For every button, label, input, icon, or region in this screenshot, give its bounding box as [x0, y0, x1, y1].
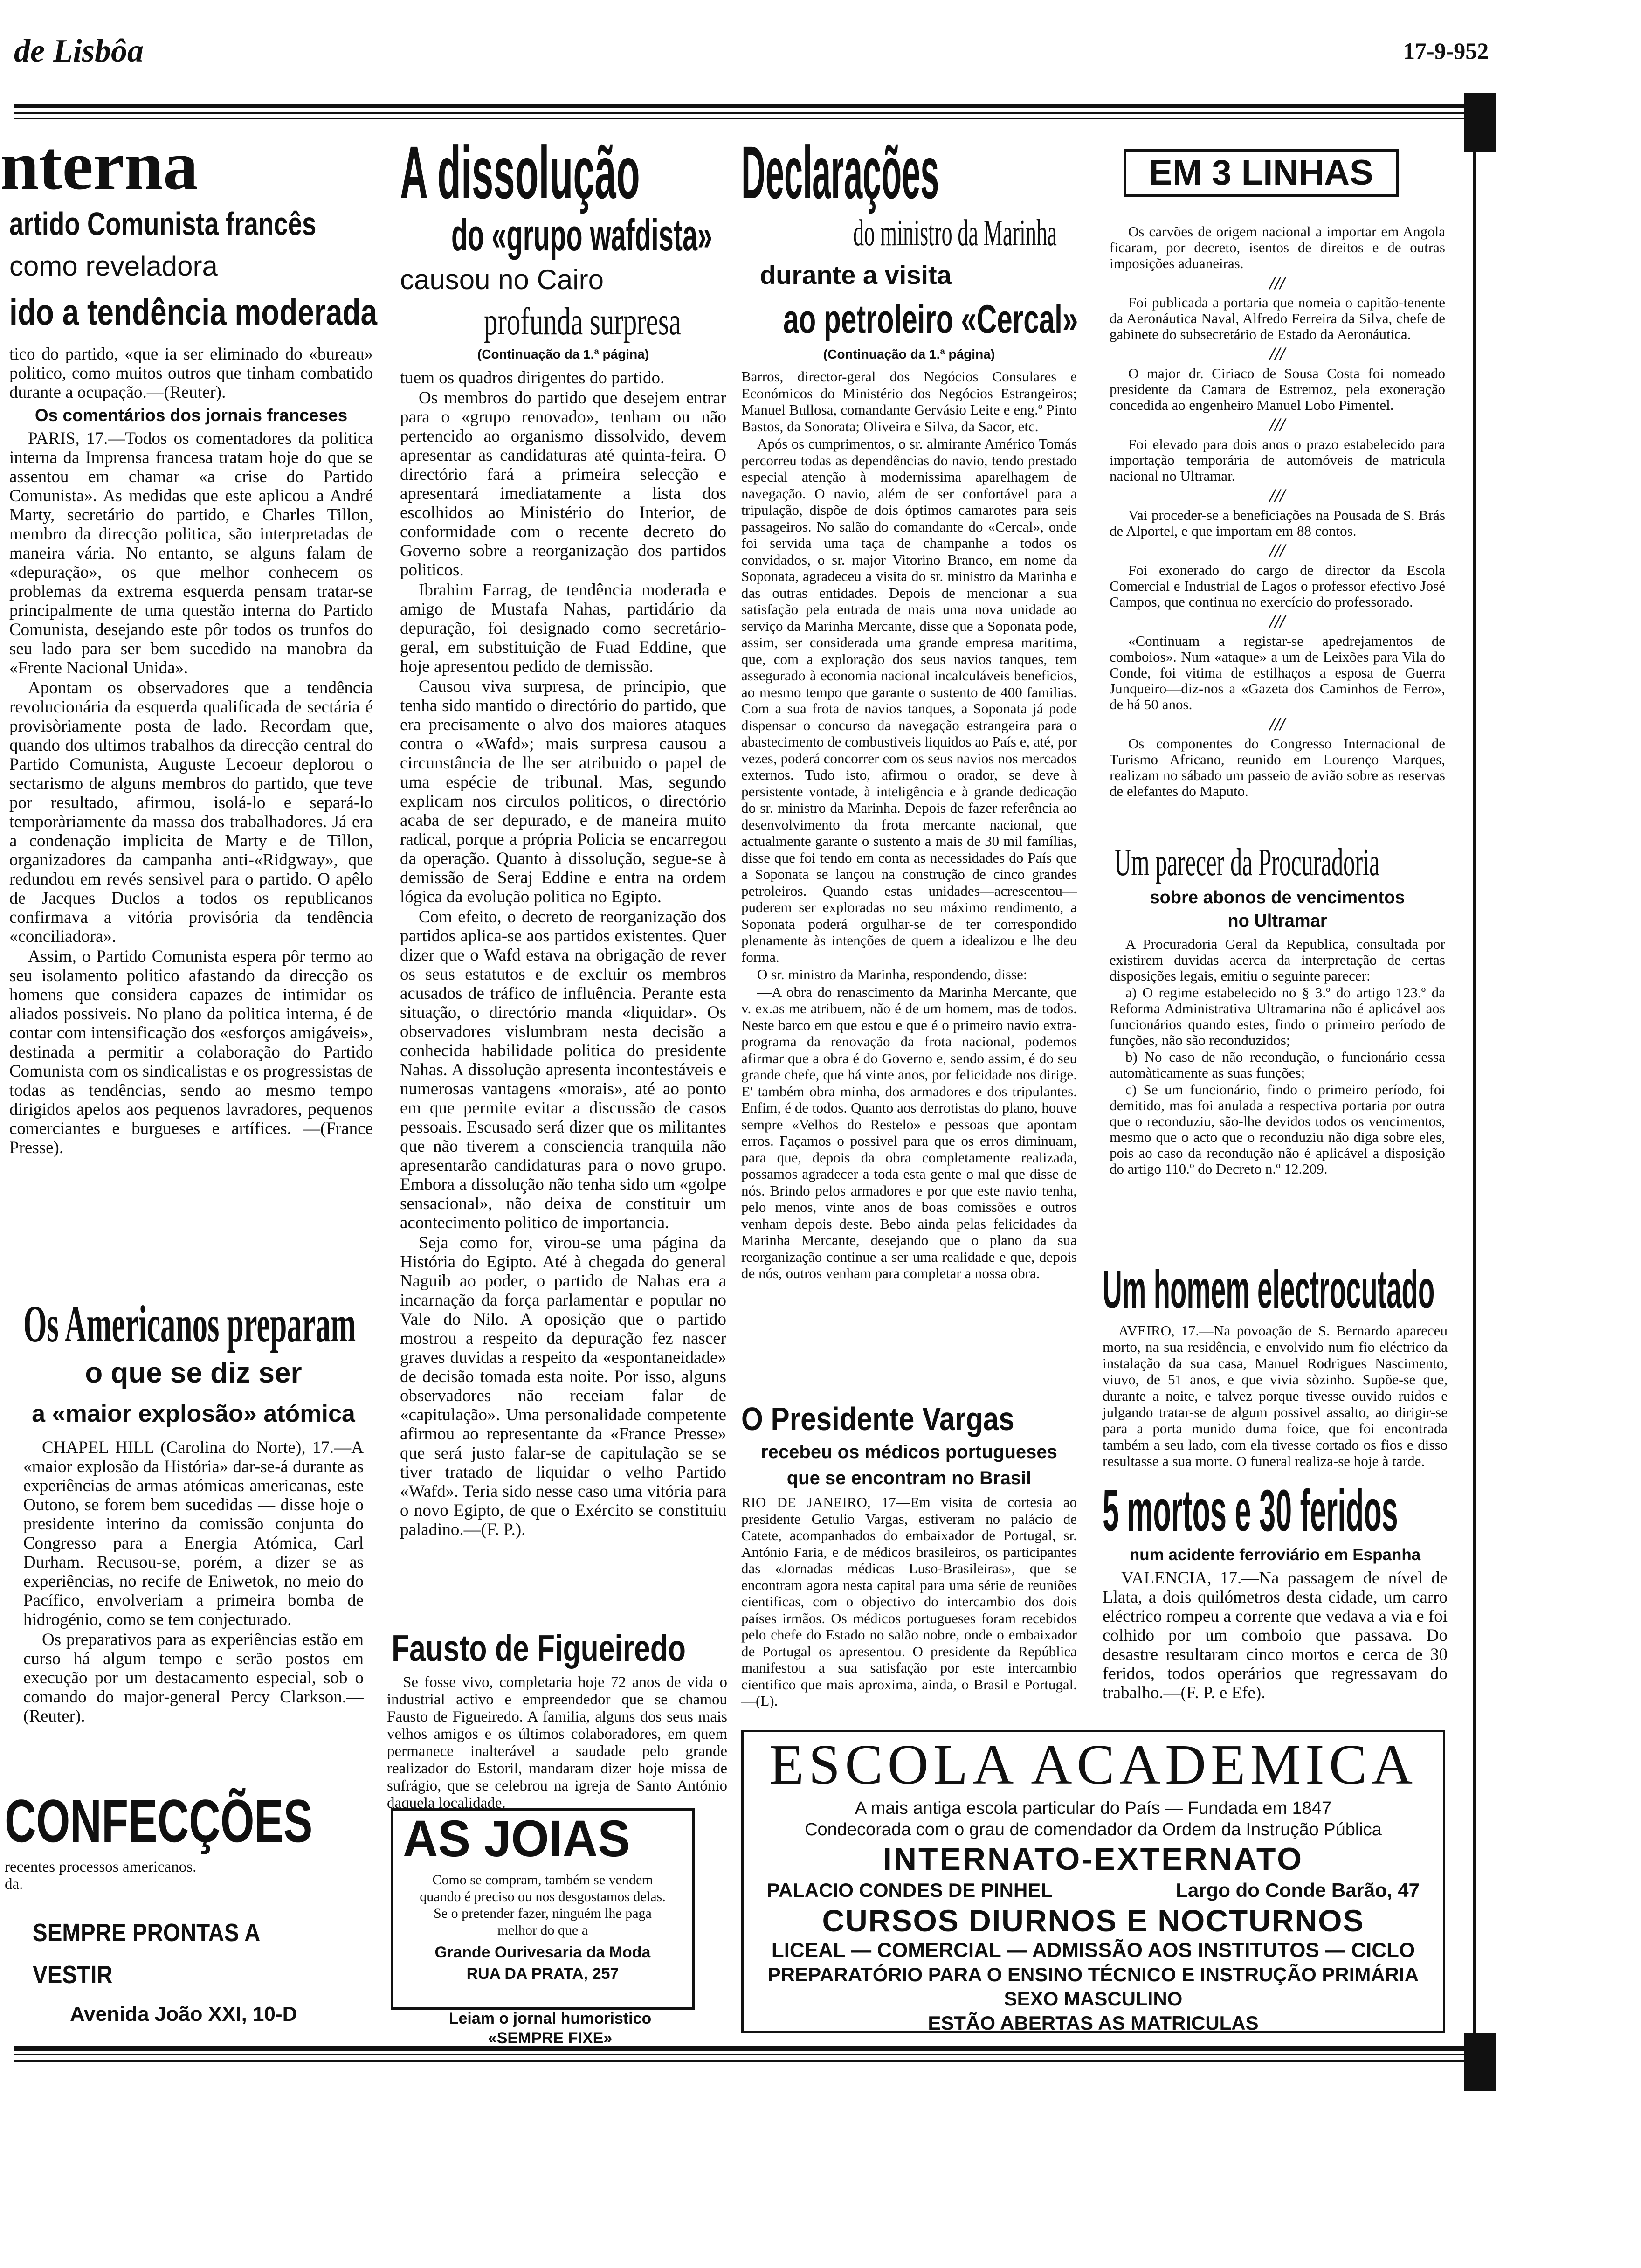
paragraph: Assim, o Partido Comunista espera pôr termo ao seu isolamento politico afastando da direcção os homens que considera capazes de intimidar os aliados possiveis. No plano da politica interna, é de contar com intensificação dos «esforços amigáveis», destinada a permitir a colaboração do Partido Comunista com os sindicalistas e os progressistas de todas as tendências, sendo ao mesmo tempo dirigidos apelos aos pequenos lavradores, pequenos comerciantes e burgueses e artífices. —(France Presse). [9, 947, 373, 1157]
column-2 [400, 131, 726, 1540]
separator: /// [1269, 272, 1285, 293]
paragraph: tico do partido, «que ia ser eliminado do «bureau» politico, como muitos outros que tinham combatido durante a ocupação.—(Reuter). [9, 345, 373, 402]
ad-as-joias [391, 1808, 695, 2010]
paragraph: Os membros do partido que desejem entrar para o «grupo renovado», tenham ou não pertencido ao organismo dissolvido, devem apresentar as candidaturas até quinta-feira. O directório fará a primeira selecção e apresentará imediatamente a lista dos escolhidos ao Ministério do Interior, de conformidade com o recente decreto do Governo sobre a reorganização dos partidos politicos. [400, 388, 726, 580]
ad-fixe-line-1: Leiam o jornal humoristico [448, 2010, 652, 2027]
ad-sempre-fixe [387, 2009, 713, 2048]
ad-confeccoes-slogan: SEMPRE PRONTAS A VESTIR [33, 1919, 260, 1989]
ad-confeccoes-line-2: da. [5, 1876, 23, 1893]
ad-escola-palacio: PALACIO CONDES DE PINHEL [767, 1879, 1053, 1901]
article-procuradoria [1110, 839, 1445, 1178]
brief-item: «Continuam a registar-se apedrejamentos de comboios». Num «ataque» a um de Leixões para Vila do Conde, foi vitima de estilhaços a esposa de Guerra Junqueiro—diz-nos a «Gazeta dos Caminhos de Ferro», de há 50 anos. [1110, 633, 1445, 712]
separator: /// [1269, 540, 1285, 561]
paragraph: Ibrahim Farrag, de tendência moderada e amigo de Mustafa Nahas, partidário da depuração, foi designado como secretário-geral, em substituição de Fuad Eddine, que hoje apresentou pedido de demissão. [400, 581, 726, 676]
box-em-3-linhas-title: EM 3 LINHAS [1149, 153, 1373, 193]
brief-item: Os carvões de origem nacional a importar em Angola ficaram, por decreto, isentos de direitos e de outras imposições aduaneiras. [1110, 223, 1445, 271]
continuation-note: (Continuação da 1.ª página) [823, 347, 995, 361]
headline-electrocutado: Um homem electrocutado [1103, 1259, 1435, 1320]
headline-abonos: sobre abonos de vencimentos [1150, 888, 1405, 907]
paragraph: O sr. ministro da Marinha, respondendo, disse: [757, 966, 1027, 982]
headline-grupo-wafdista: do «grupo wafdista» [451, 210, 713, 260]
corner-block-top [1464, 93, 1496, 152]
headline-procuradoria: Um parecer da Procuradoria [1114, 841, 1380, 884]
brief-item: Foi exonerado do cargo de director da Escola Comercial e Industrial de Lagos o professor efectivo José Campos, que continua no exercício do professorado. [1110, 562, 1445, 610]
headline-petroleiro-cercal: ao petroleiro «Cercal» [783, 297, 1078, 342]
separator: /// [1269, 713, 1285, 734]
headline-declaracoes: Declarações [741, 131, 939, 214]
headline-americanos: Os Americanos preparam [23, 1295, 356, 1353]
paragraph: Após os cumprimentos, o sr. almirante Américo Tomás percorreu todas as dependências do navio, tendo prestado especial atenção à modernissima aparelhagem de navegação. O navio, além de ser confortável para a tripulação, dispõe de dois óptimos camarotes para seis passageiros. No salão do comandante do «Cercal», onde foi servida uma taça de champanhe a todos os convidados, o sr. major Vitorino Branco, em nome da Soponata, agradeceu a visita do sr. ministro da Marinha e das outras entidades. Depois de mencionar a sua satisfação pela entrada de mais uma nova unidade ao serviço da Marinha Mercante, disse que a Soponata pode, assim, ser considerada uma grande empresa maritima, que, com a exploração dos seus navios tanques, tem assegurado à economia nacional incalculáveis beneficios, ao mesmo tempo que garante o sustento de 400 familias. Com a sua frota de navios tanques, a Soponata já pode dispensar o concurso da navegação estrangeira para o abastecimento de combustiveis liquidos ao País e, até, por vezes, poderá concorrer com os seus navios nos mercados externos. Tudo isto, afirmou o orador, se deve à persistente vontade, à inteligência e à grande dedicação do sr. ministro da Marinha. Depois de fazer referência ao desenvolvimento da frota mercante nacional, que actualmente garante o sustento a mais de 30 mil famílias, disse que foi tendo em conta as necessidades do País que a Soponata se lançou na construção de cinco grandes petroleiros. Quando estas unidades—acrescentou—puderem ser exploradas no seu máximo rendimento, a Soponata poderá orgulhar-se de ter correspondido plenamente às intenções de quem a idealizou e lhe deu forma. [741, 436, 1077, 965]
box-em-3-linhas [1124, 149, 1399, 197]
ad-fixe-line-2: «SEMPRE FIXE» [488, 2029, 613, 2047]
paragraph: CHAPEL HILL (Carolina do Norte), 17.—A «maior explosão da História» dar-se-á durante as experiências de armas atómicas americanas, este Outono, se forem bem sucedidas — disse hoje o presidente interino da comissão conjunta do Congresso para a Energia Atómica, Carl Durham. Recusou-se, porém, a dizer se as experiências, no recife de Eniwetok, no meio do Pacífico, envolveriam a primeira bomba de hidrogénio, como se tem conjecturado. [23, 1438, 364, 1629]
paragraph: PARIS, 17.—Todos os comentadores da politica interna da Imprensa francesa tratam hoje do que se assentou em chamar «a crise do Partido Comunista». As medidas que este aplicou a André Marty, secretário do partido, e Charles Tillon, membro da direcção politica, são interpretadas de maneira vária. No entanto, se alguns falam de «depuração», os que melhor conhecem os problemas da extrema esquerda pensam tratar-se principalmente de uma questão interna do Partido Comunista, desejando este pôr todos os trunfos do seu lado para ser bem sucedido na manobra da «Frente Nacional Unida». [9, 429, 373, 678]
corner-block-bottom [1464, 2033, 1496, 2091]
brief-item: O major dr. Ciriaco de Sousa Costa foi nomeado presidente da Camara de Estremoz, pela exoneração concedida ao engenheiro Manuel Lobo Pimentel. [1110, 365, 1445, 413]
paragraph: Os preparativos para as experiências estão em curso há algum tempo e serão postos em execução por um destacamento especial, sob o comando do major-general Percy Clarkson.—(Reuter). [23, 1630, 364, 1726]
brief-item: Foi publicada a portaria que nomeia o capitão-tenente da Aeronáutica Naval, Alfredo Ferreira da Silva, chefe de gabinete do subsecretário de Estado da Aeronáutica. [1110, 294, 1445, 342]
ad-escola-internato: INTERNATO-EXTERNATO [883, 1841, 1304, 1877]
article-vargas [741, 1399, 1077, 1710]
paragraph: Seja como for, virou-se uma página da História do Egipto. Até à chegada do general Naguib ao poder, o partido de Nahas era a incarnação da força parlamentar e popular no Vale do Nilo. A oposição que o partido mostrou a respeito da depuração fez nascer graves duvidas a respeito da «espontaneidade» de decisão tomada esta noite. Por isso, alguns observadores não receiam falar de «capitulação». Uma personalidade competente afirmou ao representante da «France Presse» que será justo falar-se de capitulação se se tiver tratado de liquidar o velho Partido «Wafd». Teria sido nesse caso uma vitória para o novo Egipto, de que o Exército se constituiu paladino.—(F. P.). [400, 1233, 726, 1539]
right-border [1473, 140, 1476, 2038]
headline-causou-cairo: causou no Cairo [400, 264, 604, 295]
headline-tendencia-moderada: ido a tendência moderada [9, 291, 378, 332]
ad-joias-shop: Grande Ourivesaria da Moda [434, 1943, 651, 1961]
ad-escola-largo: Largo do Conde Barão, 47 [1176, 1879, 1420, 1901]
separator: /// [1269, 414, 1285, 435]
paragraph: Se fosse vivo, completaria hoje 72 anos de vida o industrial activo e empreendedor que se chamou Fausto de Figueiredo. A familia, alguns dos seus mais velhos amigos e os últimos colaboradores, em quem permanece inalterável a saudade pelo grande realizador do Estoril, mandaram dizer hoje missa de sufrágio, que se celebrou na igreja de Santo António daquela localidade. [387, 1674, 727, 1812]
article-wafd [400, 368, 726, 1539]
ad-escola-preparatorio: PREPARATÓRIO PARA O ENSINO TÉCNICO E INSTRUÇÃO PRIMÁRIA [767, 1964, 1419, 1985]
headline-mortos-feridos: 5 mortos e 30 feridos [1103, 1478, 1398, 1543]
subhead-comentarios: Os comentários dos jornais franceses [34, 406, 348, 425]
top-rule [14, 104, 1464, 108]
article-americanos [23, 1296, 364, 1727]
ad-escola-matriculas: ESTÃO ABERTAS AS MATRICULAS [928, 2012, 1259, 2034]
ad-joias-title: AS JOIAS [403, 1810, 630, 1867]
separator: /// [1269, 611, 1285, 632]
paragraph: b) No caso de não recondução, o funcionário cessa automàticamente as suas funções; [1110, 1049, 1445, 1081]
paragraph: Com efeito, o decreto de reorganização dos partidos aplica-se aos partidos existentes. Quer dizer que o Wafd estava na obrigação de rever os seus estatutos e de excluir os membros acusados de tráfico de influência. Perante esta situação, o directório manda «liquidar». Os observadores vislumbram nesta decisão a conhecida habilidade politica do presidente Nahas. A dissolução apresenta incontestáveis e numerosas vantagens «morais», até ao ponto em que permite evitar a discussão de casos pessoais. Escusado será dizer que os militantes que não tiverem a consciencia tranquila não apresentarão candidaturas para o novo grupo. Embora a dissolução não tenha sido um «golpe sensacional», não deixa de constituir um acontecimento politico de importancia. [400, 907, 726, 1232]
headline-ministro-marinha: do ministro da Marinha [853, 213, 1057, 254]
paragraph: —A obra do renascimento da Marinha Mercante, que v. ex.as me atribuem, não é de um homem, mas de todos. Neste barco em que estou e que é o primeiro navio extra-programa da renovação da frota nacional, podemos afirmar que a obra é do Governo e, sendo assim, é do seu grande chefe, que há vinte anos, por felicidade nos dirige. E' também obra minha, dos armadores e dos tripulantes. Enfim, é de todos. Quanto aos derrotistas do plano, houve sempre «Velhos do Restelo» e pessoas que apontam erros. Façamos o possivel para que os erros diminuam, para que, depois da obra completamente realizada, possamos agradecer a toda esta gente o mal que disse de nós. Brindo pelos armadores e por que este navio tenha, pelo menos, vinte anos de boas comissões e outros venham depois deste. Bebo ainda pelas felicidades da Marinha Mercante, desejando que o plano da sua reorganização continue a ser uma realidade e que, depois de nós, outros venham para completar a nossa obra. [741, 983, 1077, 1281]
article-pc-frances [9, 345, 373, 1157]
headline-profunda-surpresa: profunda surpresa [484, 300, 681, 343]
headline-interna: nterna [0, 127, 198, 204]
article-electrocutado [1103, 1259, 1448, 1470]
headline-ultramar: no Ultramar [1227, 911, 1327, 931]
headline-o-que-se-diz: o que se diz ser [85, 1357, 302, 1389]
headline-brasil: que se encontram no Brasil [786, 1468, 1032, 1488]
paragraph: c) Se um funcionário, findo o primeiro período, foi demitido, mas foi anulada a respectiva portaria por outra que o reconduziu, são-lhe devidos todos os vencimentos, mesmo que o acto que o reconduziu não diga sobre eles, pois ao caso da recondução não é aplicável a disposição do artigo 110.º do Decreto n.º 12.209. [1110, 1081, 1445, 1177]
paragraph: Barros, director-geral dos Negócios Consulares e Económicos do Ministério dos Negócios Estrangeiros; Manuel Bullosa, comandante Gervásio Leite e eng.º Pinto Bastos, da Sonorata; Oliveira e Silva, da Sacor, etc. [741, 368, 1077, 435]
ad-escola-liceal: LICEAL — COMERCIAL — ADMISSÃO AOS INSTITUTOS — CICLO [771, 1939, 1415, 1962]
headline-maior-explosao: a «maior explosão» atómica [32, 1400, 355, 1427]
column-3 [741, 131, 1078, 1283]
article-cercal [741, 368, 1077, 1282]
paragraph: Causou viva surpresa, de principio, que tenha sido mantido o directório do partido, que era precisamente o alvo dos maiores ataques contra o «Wafd»; mais surpresa causou a circunstância de lhe ser atribuido o papel de uma espécie de tribunal. Mas, segundo explicam nos circulos politicos, o directório acaba de ser depurado, e de maneira muito radical, porque a própria Policia se encarregou da operação. Quanto à dissolução, segue-se à demissão de Seraj Eddine e entra na ordem lógica da evolução politica no Egipto. [400, 677, 726, 906]
ad-confeccoes-address: Avenida João XXI, 10-D [70, 2003, 297, 2026]
headline-fausto: Fausto de Figueiredo [392, 1627, 686, 1669]
article-mortos-feridos [1103, 1478, 1448, 1703]
paragraph: AVEIRO, 17.—Na povoação de S. Bernardo apareceu morto, na sua residência, e envolvido num fio eléctrico da instalação da sua casa, Manuel Rodrigues Nascimento, viuvo, de 51 anos, e que vivia sòzinho. Supõe-se que, durante a noite, e talvez porque tivesse ouvido ruidos e julgando tratar-se de algum possivel assalto, ao dirigir-se para a porta munido duma foice, que foi encontrada também a seu lado, com ela tivesse cortado os fios e disso resultasse a sua morte. O funeral realiza-se hoje à tarde. [1103, 1322, 1448, 1469]
paragraph: A Procuradoria Geral da Republica, consultada por existirem duvidas acerca da interpretação de certas disposições legais, emitiu o seguinte parecer: [1110, 936, 1445, 984]
ad-joias-address: RUA DA PRATA, 257 [466, 1965, 619, 1983]
ad-escola-line-1: A mais antiga escola particular do País — Fundada em 1847 [855, 1798, 1332, 1818]
paragraph: RIO DE JANEIRO, 17—Em visita de cortesia ao presidente Getulio Vargas, estiveram no palácio de Catete, acompanhados do embaixador de Portugal, sr. António Faria, e de médicos brasileiros, os participantes das «Jornadas médicas Luso-Brasileiras», que se encontram agora nesta capital para uma série de reuniões cientificas, com o objectivo do intercambio dos dois países irmãos. Os médicos portugueses foram recebidos pelo chefe do Estado no salão nobre, onde o embaixador de Portugal os apresentou. O presidente da República manifestou a sua satisfação por este intercambio cientifico que mais aproxima, ainda, o Brasil e Portugal.—(L). [741, 1494, 1077, 1709]
bottom-rule-thin-2 [14, 2060, 1464, 2062]
headline-medicos: recebeu os médicos portugueses [761, 1442, 1057, 1462]
bottom-rule-thin [14, 2054, 1464, 2055]
paragraph: tuem os quadros dirigentes do partido. [400, 368, 665, 387]
ad-joias-text: Como se compram, também se vendem quando é preciso ou nos desgostamos delas. Se o pretender fazer, ninguém lhe paga melhor do que a [420, 1872, 666, 1938]
ad-escola-title: ESCOLA ACADEMICA [769, 1733, 1418, 1796]
headline-dissolucao: A dissolução [400, 131, 640, 214]
masthead-date: 17-9-952 [1403, 38, 1489, 64]
brief-item: Os componentes do Congresso Internacional de Turismo Africano, reunido em Lourenço Marques, realizam no sábado um passeio de avião sobre as reservas de elefantes do Maputo. [1110, 735, 1445, 799]
separator: /// [1269, 485, 1285, 506]
headline-acidente-espanha: num acidente ferroviário em Espanha [1129, 1546, 1421, 1564]
masthead-title: de Lisbôa [14, 33, 144, 69]
article-fausto [387, 1627, 727, 1813]
ad-escola-academica [741, 1730, 1445, 2033]
ad-confeccoes-title: CONFECÇÕES [5, 1787, 313, 1855]
ad-escola-sexo: SEXO MASCULINO [1004, 1988, 1183, 2010]
continuation-note: (Continuação da 1.ª página) [477, 347, 649, 361]
paragraph: Apontam os observadores que a tendência revolucionária da esquerda qualificada de sectária é provisòriamente posta de lado. Recordam que, quando dos ultimos trabalhos da direcção central do Partido Comunista, Auguste Lecoeur deplorou o sectarismo de alguns membros do partido, que teve por resultado, afirmou, isolá-lo e separá-lo temporàriamente da massa dos trabalhadores. Já era a condenação implicita de Marty e de Tillon, organizadores da campanha anti-«Ridgway», que redundou em revés sensivel para o partido. O apêlo de Jacques Duclos a todos os republicanos confirmava a vitória provisória da tendência «conciliadora». [9, 678, 373, 946]
headline-como-reveladora: como reveladora [9, 250, 218, 282]
brief-item: Foi elevado para dois anos o prazo estabelecido para importação temporária de automóveis de matricula nacional no Ultramar. [1110, 436, 1445, 484]
ad-escola-line-2: Condecorada com o grau de comendador da Ordem da Instrução Pública [805, 1820, 1382, 1839]
column-1 [0, 127, 378, 1158]
paragraph: VALENCIA, 17.—Na passagem de nível de Llata, a dois quilómetros desta cidade, um carro eléctrico rompeu a corrente que vedava a via e foi colhido por um comboio que passava. Do desastre resultaram cinco mortos e cerca de 30 feridos, todos operários que regressavam do trabalho.—(F. P. e Efe). [1103, 1569, 1448, 1702]
top-rule-thin [14, 112, 1464, 114]
paragraph: a) O regime estabelecido no § 3.º do artigo 123.º da Reforma Administrativa Ultramarina não é aplicável aos funcionários quando estes, findo o primeiro período de funções, não são reconduzidos; [1110, 984, 1445, 1048]
ad-confeccoes [5, 1786, 364, 2024]
bottom-rule [14, 2046, 1464, 2051]
headline-partido-comunista: artido Comunista francês [9, 206, 317, 242]
brief-item: Vai proceder-se a beneficiações na Pousada de S. Brás de Alportel, e que importam em 88 contos. [1110, 507, 1445, 539]
top-rule-thin-2 [14, 118, 1464, 119]
column-4-brief [1110, 224, 1445, 799]
ad-escola-cursos: CURSOS DIURNOS E NOCTURNOS [822, 1903, 1365, 1938]
headline-durante-visita: durante a visita [760, 260, 952, 290]
ad-confeccoes-line-1: recentes processos americanos. [5, 1859, 197, 1875]
separator: /// [1269, 343, 1285, 364]
headline-presidente-vargas: O Presidente Vargas [741, 1401, 1014, 1437]
